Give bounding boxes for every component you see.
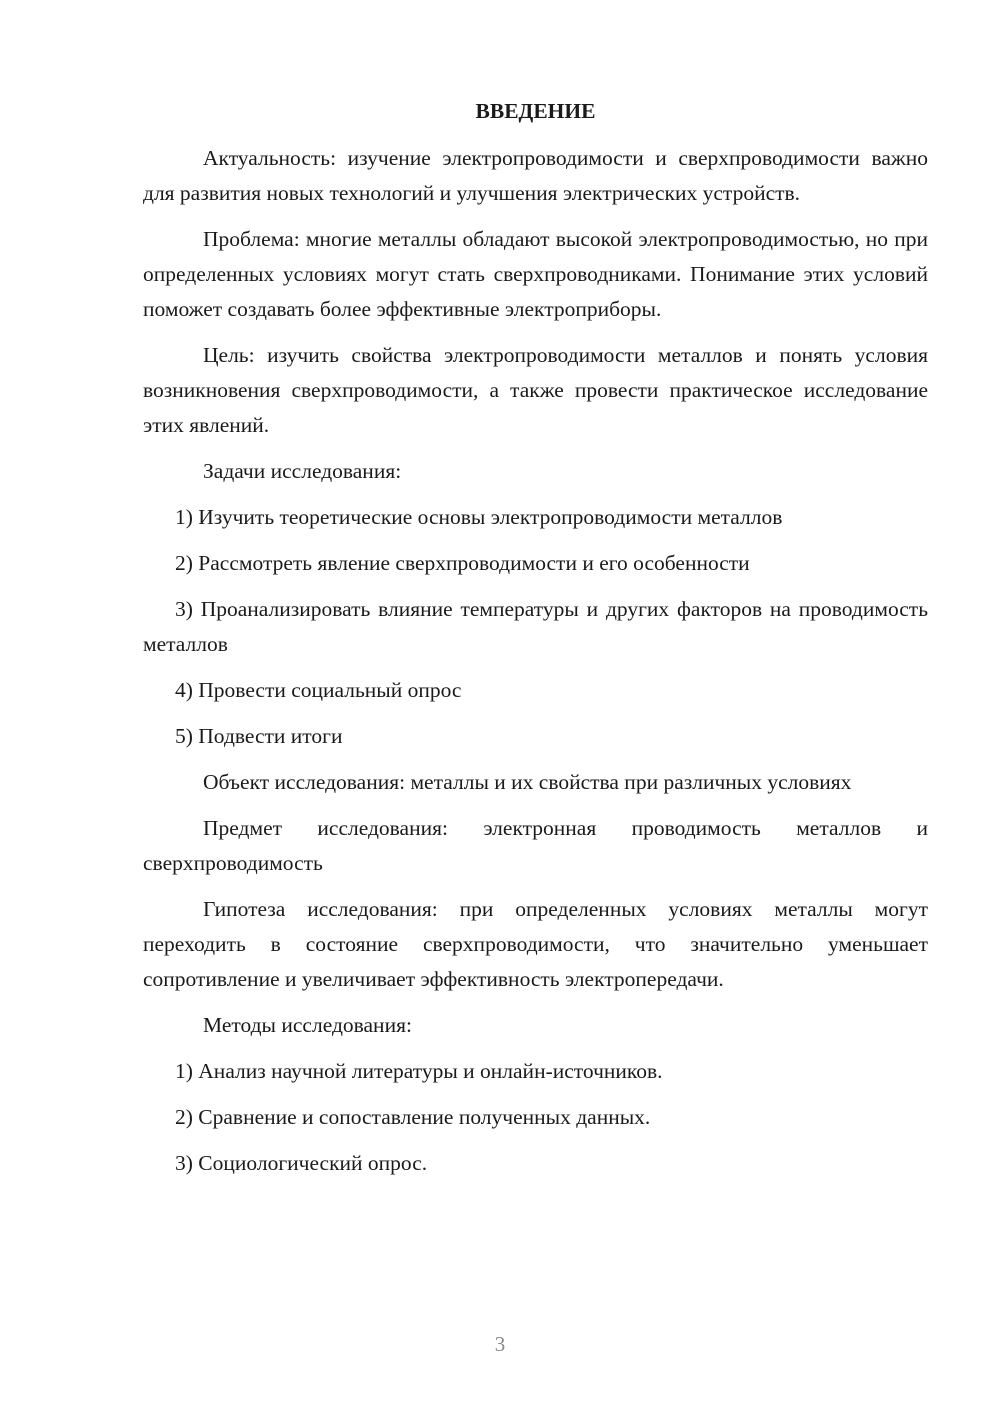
task-item-2: 2) Рассмотреть явление сверхпроводимости и его особенности: [175, 551, 750, 575]
task-item-5: 5) Подвести итоги: [175, 724, 343, 748]
page-number: 3: [494, 1332, 506, 1356]
goal-paragraph: Цель: изучить свойства электропроводимости металлов и понять условия возникновения сверхпроводимости, а также провести практическое исследование этих явлений.: [143, 343, 928, 437]
object-paragraph: Объект исследования: металлы и их свойства при различных условиях: [203, 770, 852, 794]
problem-paragraph: Проблема: многие металлы обладают высокой электропроводимостью, но при определенных условиях могут стать сверхпроводниками. Понимание этих условий поможет создавать более эффективные электроприборы.: [143, 227, 928, 321]
relevance-paragraph: Актуальность: изучение электропроводимости и сверхпроводимости важно для развития новых технологий и улучшения электрических устройств.: [143, 146, 928, 205]
method-item-2: 2) Сравнение и сопоставление полученных данных.: [175, 1105, 651, 1129]
tasks-heading: Задачи исследования:: [203, 459, 402, 483]
subject-paragraph: Предмет исследования: электронная проводимость металлов и сверхпроводимость: [143, 816, 928, 875]
method-item-3: 3) Социологический опрос.: [175, 1151, 428, 1175]
method-item-1: 1) Анализ научной литературы и онлайн-источников.: [175, 1059, 663, 1083]
hypothesis-paragraph: Гипотеза исследования: при определенных условиях металлы могут переходить в состояние сверхпроводимости, что значительно уменьшает сопротивление и увеличивает эффективность электропередачи.: [143, 897, 928, 991]
methods-heading: Методы исследования:: [203, 1013, 412, 1037]
task-item-3: 3) Проанализировать влияние температуры и других факторов на проводимость металлов: [143, 597, 928, 656]
document-page: [143, 94, 928, 1192]
task-item-4: 4) Провести социальный опрос: [175, 678, 462, 702]
section-heading: ВВЕДЕНИЕ: [475, 99, 596, 123]
task-item-1: 1) Изучить теоретические основы электропроводимости металлов: [175, 505, 783, 529]
